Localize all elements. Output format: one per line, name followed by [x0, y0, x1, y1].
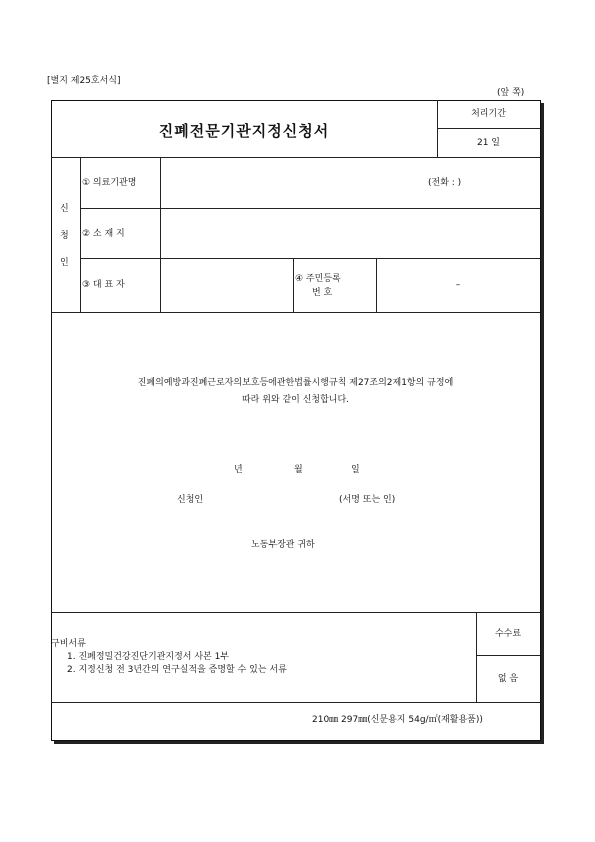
documents-bottom	[51, 702, 540, 703]
document-item-2: 2. 지정신청 전 3년간의 연구실적을 증명할 수 있는 서류	[67, 665, 287, 675]
paper-spec: 210㎜ 297㎜(신문용지 54g/㎡(재활용품))	[312, 715, 483, 725]
title-row-bottom	[51, 157, 540, 158]
resident-number-field[interactable]: –	[455, 280, 461, 290]
signature-label: 신청인	[177, 495, 204, 505]
documents-title: 구비서류	[51, 639, 86, 649]
body-bottom	[51, 612, 540, 613]
signature-note: (서명 또는 인)	[339, 495, 396, 505]
representative-field[interactable]	[162, 262, 290, 308]
address-label: ② 소 재 지	[82, 229, 125, 239]
processing-divider	[437, 128, 540, 129]
applicant-bottom	[51, 312, 540, 313]
address-field[interactable]	[162, 212, 536, 254]
processing-period-label: 처리기간	[471, 109, 506, 119]
fee-column-divider	[476, 612, 477, 702]
declaration-line-2: 따라 위와 같이 신청합니다.	[241, 395, 350, 405]
institution-name-label: ① 의료기관명	[82, 178, 137, 188]
resident-label-left	[293, 258, 294, 312]
fee-divider	[476, 655, 540, 656]
page-side-note: (앞 쪽)	[497, 88, 525, 98]
processing-period-value: 21 일	[476, 138, 500, 148]
row-address-bottom	[80, 258, 540, 259]
date-month-label: 월	[294, 465, 303, 475]
document-item-1: 1. 진폐정밀건강진단기관지정서 사본 1부	[67, 652, 230, 662]
resident-number-label-2: 번 호	[312, 288, 333, 298]
page-title: 진폐전문기관지정신청서	[158, 122, 330, 140]
date-day-label: 일	[351, 465, 360, 475]
title-divider	[437, 100, 438, 157]
signature-field[interactable]	[215, 490, 335, 508]
label-divider	[160, 157, 161, 312]
fee-value: 없 음	[497, 674, 519, 684]
phone-label: (전화 : )	[428, 178, 462, 188]
applicant-char-1: 신	[60, 204, 69, 214]
resident-number-label: ④ 주민등록	[295, 274, 341, 284]
institution-name-field[interactable]	[162, 162, 412, 204]
form-number: [별지 제25호서식]	[47, 76, 121, 86]
date-year-label: 년	[234, 465, 243, 475]
fee-label: 수수료	[494, 629, 522, 639]
applicant-char-2: 청	[60, 231, 69, 241]
applicant-char-3: 인	[60, 258, 69, 268]
row-institution-bottom	[80, 208, 540, 209]
recipient: 노동부장관 귀하	[251, 540, 315, 550]
section-divider	[80, 157, 81, 312]
declaration-line-1: 진폐의예방과진폐근로자의보호등에관한법률시행규칙 제27조의2제1항의 규정에	[137, 378, 454, 388]
representative-label: ③ 대 표 자	[82, 280, 125, 290]
